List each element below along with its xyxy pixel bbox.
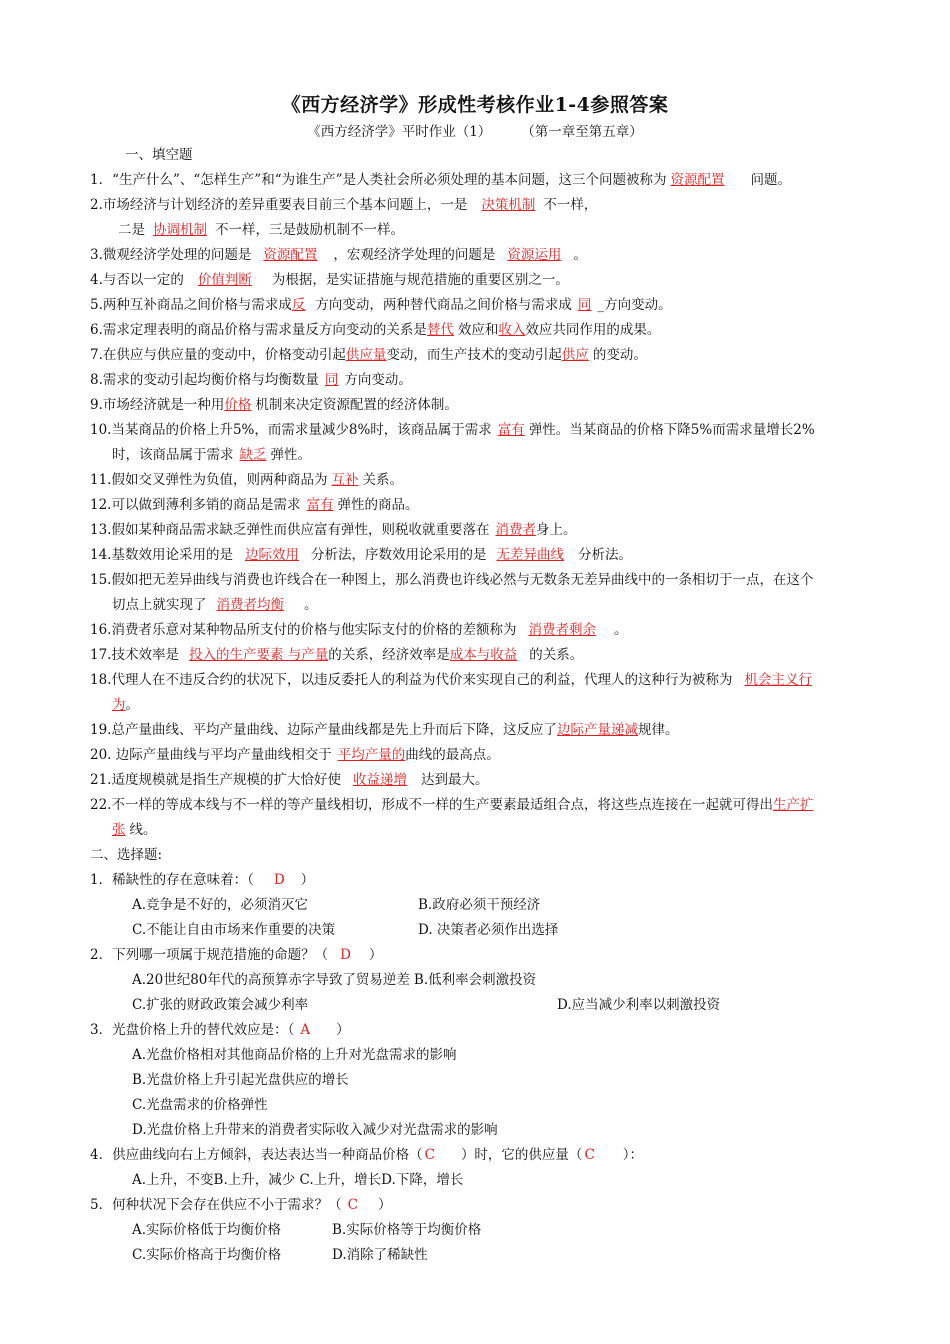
fill-question-9: 9.市场经济就是一种用价格 机制来决定资源配置的经济体制。 [90, 397, 458, 413]
answer-blank: 为 [112, 697, 126, 713]
fill-question-17: 17.技术效率是 投入的生产要素 与产量的关系，经济效率是成本与收益 的关系。 [90, 647, 584, 663]
choice-question-3: 3．光盘价格上升的替代效应是：（ A ） [90, 1022, 350, 1038]
answer-blank: 张 [112, 822, 126, 838]
fill-question-10-cont: 时，该商品属于需求 缺乏 弹性。 [112, 447, 311, 463]
fill-question-18-cont: 为。 [112, 697, 139, 713]
choice-option-b: B.政府必须干预经济 [418, 897, 541, 913]
fill-question-18: 18.代理人在不违反合约的状况下，以违反委托人的利益为代价来实现自己的利益，代理人的这种行为被称为 机会主义行 [90, 672, 812, 688]
choice-option-c: C.扩张的财政政策会减少利率 [132, 997, 309, 1013]
subtitle-right: （第一章至第五章） [521, 124, 643, 140]
choice-option-b: B.低利率会刺激投资 [413, 972, 537, 988]
fill-question-12: 12.可以做到薄利多销的商品是需求 富有 弹性的商品。 [90, 497, 419, 513]
answer-blank: 供应 [561, 347, 589, 363]
answer-blank: 协调机制 [153, 222, 207, 238]
choice-answer: C [347, 1197, 358, 1213]
fill-question-6: 6.需求定理表明的商品价格与需求量反方向变动的关系是替代 效应和收入效应共同作用的成果。 [90, 322, 661, 338]
choice-option-c: C.光盘需求的价格弹性 [132, 1097, 268, 1113]
choice-question-2: 2．下列哪一项属于规范措施的命题？（ D ） [90, 947, 383, 963]
answer-blank: 同 [324, 372, 339, 388]
choice-answer: D [340, 947, 351, 963]
answer-blank: 同 [577, 297, 592, 313]
answer-blank: 反 [291, 297, 306, 313]
fill-question-15: 15.假如把无差异曲线与消费也许线合在一种图上，那么消费也许线必然与无数条无差异曲线中的一条相切于一点，在这个 [90, 572, 814, 588]
answer-blank: 生产扩 [772, 797, 814, 813]
answer-blank: 成本与收益 [449, 647, 518, 663]
fill-question-14: 14.基数效用论采用的是 边际效用 分析法，序数效用论采用的是 无差异曲线 分析法。 [90, 547, 632, 563]
choice-option-a: A.20世纪80年代的高预算赤字导致了贸易逆差 B.低利率会刺激投资 [132, 972, 537, 988]
answer-blank: 投入的生产要素 与产量 [188, 647, 329, 663]
answer-blank: 富有 [306, 497, 334, 513]
fill-question-8: 8.需求的变动引起均衡价格与均衡数量 同 方向变动。 [90, 372, 412, 388]
fill-question-5: 5.两种互补商品之间价格与需求成反 方向变动，两种替代商品之间价格与需求成 同 _方向变动。 [90, 297, 672, 313]
answer-blank: 边际效用 [244, 547, 299, 563]
fill-question-13: 13.假如某种商品需求缺乏弹性而供应富有弹性，则税收就重要落在 消费者身上。 [90, 522, 577, 538]
answer-blank: 资源配置 [670, 172, 725, 188]
fill-question-10: 10.当某商品的价格上升5%，而需求量减少8%时，该商品属于需求 富有 弹性。当某商品的价格下降5%而需求量增长2% [90, 422, 815, 438]
choice-option-d: D. 决策者必须作出选择 [418, 922, 559, 938]
fill-question-2: 2.市场经济与计划经济的差异重要表目前三个基本问题上，一是 决策机制 不一样， [90, 197, 598, 213]
answer-blank: 消费者 [495, 522, 536, 538]
choice-answer: C [424, 1147, 435, 1163]
subtitle-left: 《西方经济学》平时作业（1） [307, 124, 492, 140]
choice-option-c: C.不能让自由市场来作重要的决策 [132, 922, 336, 938]
fill-question-19: 19.总产量曲线、平均产量曲线、边际产量曲线都是先上升而后下降，这反应了边际产量递减规律。 [90, 722, 679, 738]
answer-blank: 资源运用 [507, 247, 562, 263]
answer-blank: 供应量 [345, 347, 387, 363]
fill-question-3: 3.微观经济学处理的问题是 资源配置 ，宏观经济学处理的问题是 资源运用 。 [90, 247, 587, 263]
choice-answer: D [273, 872, 285, 888]
answer-blank: 边际产量递减 [556, 722, 638, 738]
choice-option-a: A.实际价格低于均衡价格 [132, 1222, 282, 1238]
choice-answer: A [300, 1022, 311, 1038]
answer-blank: 价值判断 [197, 272, 252, 288]
fill-question-7: 7.在供应与供应量的变动中，价格变动引起供应量变动，而生产技术的变动引起供应 的变动。 [90, 347, 647, 363]
document-title: 《西方经济学》形成性考核作业1-4参照答案 [281, 94, 669, 116]
answer-blank: 平均产量的 [337, 747, 406, 763]
answer-blank: 富有 [497, 422, 525, 438]
answer-blank: 无差异曲线 [496, 547, 564, 563]
answer-blank: 消费者均衡 [216, 597, 284, 613]
answer-blank: 互补 [331, 472, 359, 488]
document-subtitle [0, 120, 950, 140]
choice-option-a: A.竞争是不好的，必须消灭它 [132, 897, 309, 913]
fill-question-11: 11.假如交叉弹性为负值，则两种商品为 互补 关系。 [90, 472, 403, 488]
fill-question-4: 4.与否以一定的 价值判断 为根据，是实证措施与规范措施的重要区别之一。 [90, 272, 569, 288]
fill-question-15-cont: 切点上就实现了 消费者均衡 。 [112, 597, 318, 613]
choice-option-d: D.应当减少利率以刺激投资 [557, 997, 721, 1013]
section-heading-fill: 一、填空题 [125, 147, 193, 163]
choice-option-b: B.实际价格等于均衡价格 [332, 1222, 482, 1238]
answer-blank: 消费者剩余 [528, 622, 596, 638]
fill-question-22: 22.不一样的等成本线与不一样的等产量线相切，形成不一样的生产要素最适组合点，将这些点连接在一起就可得出生产扩 [90, 797, 814, 813]
answer-blank: 替代 [426, 322, 454, 338]
fill-question-1: 1．“生产什么”、“怎样生产”和“为谁生产”是人类社会所必须处理的基本问题，这三个问题被称为 资源配置 问题。 [90, 172, 791, 188]
section-heading-choice: 二、选择题: [90, 847, 163, 863]
choice-question-1: 1．稀缺性的存在意味着：（ D ） [90, 872, 315, 888]
answer-blank: 缺乏 [239, 447, 267, 463]
choice-question-4: 4．供应曲线向右上方倾斜，表达表达当一种商品价格（ C ）时，它的供应量（ C ）： [90, 1147, 644, 1163]
choice-question-5: 5．何种状况下会存在供应不小于需求？（ C ） [90, 1197, 392, 1213]
answer-blank: 收入 [498, 322, 526, 338]
choice-option-b: B.光盘价格上升引起光盘供应的增长 [132, 1072, 349, 1088]
fill-question-20: 20. 边际产量曲线与平均产量曲线相交于 平均产量的曲线的最高点。 [90, 747, 500, 763]
choice-option-a: A.光盘价格相对其他商品价格的上升对光盘需求的影响 [132, 1047, 457, 1063]
answer-blank: 机会主义行 [744, 672, 812, 688]
choice-option-d: D.光盘价格上升带来的消费者实际收入减少对光盘需求的影响 [132, 1122, 498, 1138]
fill-question-21: 21.适度规模就是指生产规模的扩大恰好使 收益递增 达到最大。 [90, 772, 489, 788]
answer-blank: 收益递增 [352, 772, 407, 788]
answer-blank: 价格 [224, 397, 252, 413]
fill-question-2-cont: 二是 协调机制 不一样，三是鼓励机制不一样。 [118, 222, 404, 238]
answer-blank: 决策机制 [481, 197, 536, 213]
answer-blank: 资源配置 [263, 247, 318, 263]
choice-options-row: A.上升，不变B.上升，减少 C.上升，增长D.下降，增长 [132, 1172, 464, 1188]
fill-question-16: 16.消费者乐意对某种物品所支付的价格与他实际支付的价格的差额称为 消费者剩余 。 [90, 622, 628, 638]
choice-option-d: D.消除了稀缺性 [332, 1247, 428, 1263]
choice-option-c: C.实际价格高于均衡价格 [132, 1247, 282, 1263]
fill-question-22-cont: 张 线。 [112, 822, 157, 838]
choice-answer: C [584, 1147, 595, 1163]
